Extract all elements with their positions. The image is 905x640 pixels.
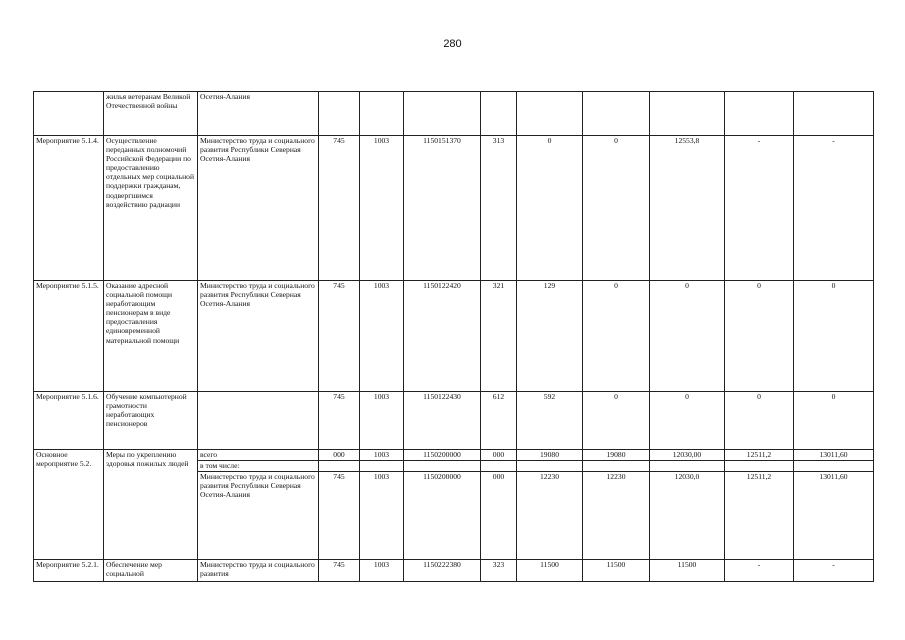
row-description-cell: Меры по укреплению здоровья пожилых людей <box>104 450 198 560</box>
row-value-5-cell <box>794 461 874 472</box>
row-section-cell: 1003 <box>360 560 404 582</box>
row-value-2-cell: 0 <box>583 281 650 392</box>
row-value-3-cell <box>650 461 725 472</box>
row-description-cell: Оказание адресной социальной помощи неработающим пенсионерам в виде предоставления единовременной материальной помощи <box>104 281 198 392</box>
row-executor-cell: Министерство труда и социального развития <box>198 560 319 582</box>
row-value-4-cell: 0 <box>725 281 794 392</box>
row-executor-cell: Осетия-Алания <box>198 92 319 136</box>
row-value-3-cell: 11500 <box>650 560 725 582</box>
row-value-1-cell: 11500 <box>517 560 583 582</box>
row-value-2-cell <box>583 461 650 472</box>
row-grbs-cell: 745 <box>319 392 360 450</box>
row-value-3-cell: 0 <box>650 392 725 450</box>
row-value-2-cell <box>583 92 650 136</box>
row-grbs-cell <box>319 461 360 472</box>
row-value-1-cell: 19080 <box>517 450 583 461</box>
row-value-2-cell: 0 <box>583 136 650 281</box>
row-value-3-cell: 12030,0 <box>650 472 725 560</box>
row-value-4-cell: - <box>725 560 794 582</box>
row-executor-cell <box>198 392 319 450</box>
row-target-code-cell <box>404 92 481 136</box>
table-row <box>34 560 874 582</box>
row-grbs-cell: 745 <box>319 560 360 582</box>
row-expense-type-cell: 313 <box>481 136 517 281</box>
row-measure-cell <box>34 92 104 136</box>
row-value-1-cell: 0 <box>517 136 583 281</box>
row-expense-type-cell <box>481 461 517 472</box>
row-value-4-cell: 12511,2 <box>725 472 794 560</box>
row-value-1-cell: 592 <box>517 392 583 450</box>
row-grbs-cell <box>319 92 360 136</box>
row-expense-type-cell: 000 <box>481 472 517 560</box>
row-value-2-cell: 12230 <box>583 472 650 560</box>
row-value-4-cell: 12511,2 <box>725 450 794 461</box>
row-value-5-cell <box>794 92 874 136</box>
table-row <box>34 392 874 450</box>
row-value-1-cell: 129 <box>517 281 583 392</box>
row-description-cell: Обучение компьютерной грамотности неработающих пенсионеров <box>104 392 198 450</box>
row-section-cell: 1003 <box>360 136 404 281</box>
row-value-1-cell <box>517 461 583 472</box>
row-value-2-cell: 11500 <box>583 560 650 582</box>
row-executor-cell: в том числе: <box>198 461 319 472</box>
row-value-2-cell: 0 <box>583 392 650 450</box>
row-section-cell: 1003 <box>360 281 404 392</box>
row-target-code-cell: 1150200000 <box>404 472 481 560</box>
row-target-code-cell <box>404 461 481 472</box>
table-row <box>34 136 874 281</box>
row-value-4-cell <box>725 461 794 472</box>
row-measure-cell: Основное мероприятие 5.2. <box>34 450 104 560</box>
row-expense-type-cell: 321 <box>481 281 517 392</box>
row-description-cell: жилья ветеранам Великой Отечественной войны <box>104 92 198 136</box>
row-measure-cell: Мероприятие 5.1.4. <box>34 136 104 281</box>
row-value-5-cell: 0 <box>794 281 874 392</box>
row-measure-cell: Мероприятие 5.2.1. <box>34 560 104 582</box>
row-section-cell: 1003 <box>360 392 404 450</box>
row-executor-cell: всего <box>198 450 319 461</box>
row-section-cell <box>360 461 404 472</box>
row-value-3-cell <box>650 92 725 136</box>
row-measure-cell: Мероприятие 5.1.6. <box>34 392 104 450</box>
row-value-3-cell: 0 <box>650 281 725 392</box>
row-value-1-cell: 12230 <box>517 472 583 560</box>
row-value-2-cell: 19080 <box>583 450 650 461</box>
row-target-code-cell: 1150122420 <box>404 281 481 392</box>
row-grbs-cell: 745 <box>319 472 360 560</box>
row-section-cell <box>360 92 404 136</box>
row-measure-cell: Мероприятие 5.1.5. <box>34 281 104 392</box>
row-value-5-cell: 13011,60 <box>794 472 874 560</box>
row-value-1-cell <box>517 92 583 136</box>
row-value-5-cell: - <box>794 560 874 582</box>
row-target-code-cell: 1150222380 <box>404 560 481 582</box>
row-value-3-cell: 12030,00 <box>650 450 725 461</box>
row-description-cell: Обеспечение мер социальной <box>104 560 198 582</box>
row-grbs-cell: 745 <box>319 281 360 392</box>
row-executor-cell: Министерство труда и социального развития Республики Северная Осетия-Алания <box>198 472 319 560</box>
row-value-5-cell: 13011,60 <box>794 450 874 461</box>
row-target-code-cell: 1150151370 <box>404 136 481 281</box>
row-target-code-cell: 1150122430 <box>404 392 481 450</box>
program-table <box>33 91 874 582</box>
table-row <box>34 92 874 136</box>
table-row <box>34 281 874 392</box>
row-target-code-cell: 1150200000 <box>404 450 481 461</box>
row-executor-cell: Министерство труда и социального развития Республики Северная Осетия-Алания <box>198 136 319 281</box>
row-value-4-cell: - <box>725 136 794 281</box>
row-grbs-cell: 000 <box>319 450 360 461</box>
row-value-4-cell <box>725 92 794 136</box>
row-expense-type-cell <box>481 92 517 136</box>
row-expense-type-cell: 000 <box>481 450 517 461</box>
row-value-5-cell: - <box>794 136 874 281</box>
row-expense-type-cell: 612 <box>481 392 517 450</box>
page-number: 280 <box>443 38 462 50</box>
row-section-cell: 1003 <box>360 450 404 461</box>
row-executor-cell: Министерство труда и социального развития Республики Северная Осетия-Алания <box>198 281 319 392</box>
row-value-5-cell: 0 <box>794 392 874 450</box>
row-grbs-cell: 745 <box>319 136 360 281</box>
row-expense-type-cell: 323 <box>481 560 517 582</box>
row-section-cell: 1003 <box>360 472 404 560</box>
row-value-4-cell: 0 <box>725 392 794 450</box>
row-value-3-cell: 12553,8 <box>650 136 725 281</box>
row-description-cell: Осуществление переданных полномочий Российской Федерации по предоставлению отдельных мер социальной поддержки гражданам, подвергшимся воздействию радиации <box>104 136 198 281</box>
table-row <box>34 450 874 461</box>
